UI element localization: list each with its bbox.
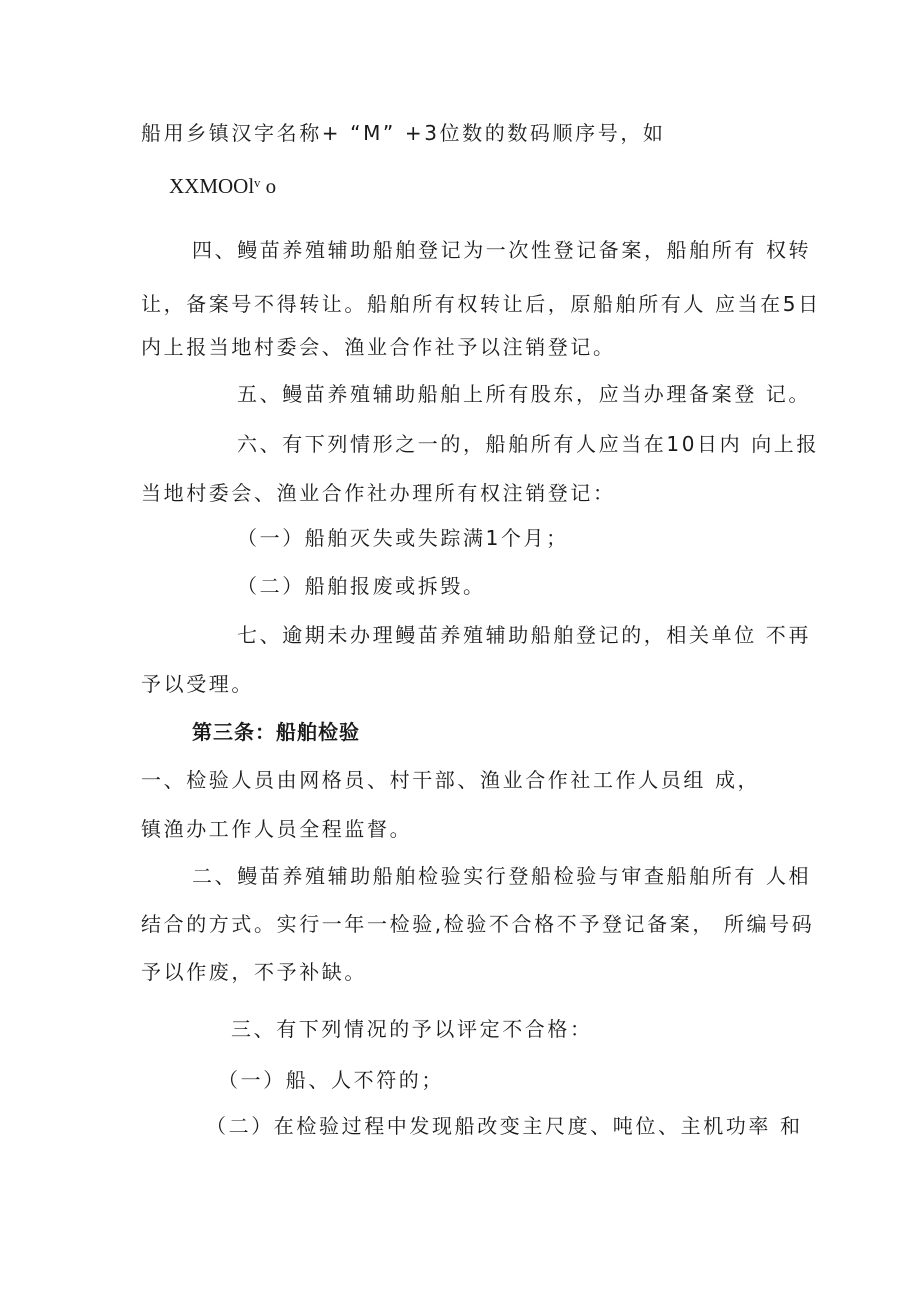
- text-line-inspection-2c: 予以作废，不予补缺。: [141, 960, 367, 984]
- text-line-example-code: XXMOOlᵛ o: [169, 174, 277, 198]
- text-line-clause-4c: 内上报当地村委会、渔业合作社予以注销登记。: [141, 335, 616, 359]
- text-line-inspection-3-item-1: （一）船、人不符的；: [218, 1068, 444, 1092]
- text-line-clause-6-item-2: （二）船舶报废或拆毁。: [237, 574, 486, 598]
- text-line-inspection-2a: 二、鳗苗养殖辅助船舶检验实行登船检验与审查船舶所有 人相: [192, 864, 812, 888]
- section-heading-article-3: 第三条：船舶检验: [192, 720, 360, 744]
- text-line-clause-4a: 四、鳗苗养殖辅助船舶登记为一次性登记备案，船舶所有 权转: [192, 238, 812, 262]
- text-line-inspection-1b: 镇渔办工作人员全程监督。: [141, 817, 413, 841]
- text-line-clause-6-item-1: （一）船舶灭失或失踪满1个月；: [237, 526, 569, 550]
- text-line-clause-4b: 让，备案号不得转让。船舶所有权转让后，原船舶所有人 应当在5日: [141, 292, 821, 316]
- text-line-inspection-3-item-2: （二）在检验过程中发现船改变主尺度、吨位、主机功率 和: [206, 1114, 803, 1138]
- text-line-clause-7a: 七、逾期未办理鳗苗养殖辅助船舶登记的，相关单位 不再: [237, 623, 811, 647]
- text-line-registration-format: 船用乡镇汉字名称+ “M” +3位数的数码顺序号，如: [141, 121, 666, 145]
- text-line-inspection-2b: 结合的方式。实行一年一检验,检验不合格不予登记备案， 所编号码: [141, 912, 815, 936]
- text-line-clause-5: 五、鳗苗养殖辅助船舶上所有股东，应当办理备案登 记。: [237, 382, 811, 406]
- text-line-inspection-3: 三、有下列情况的予以评定不合格：: [231, 1017, 593, 1041]
- text-line-inspection-1a: 一、检验人员由网格员、村干部、渔业合作社工作人员组 成，: [141, 768, 761, 792]
- text-line-clause-7b: 予以受理。: [141, 672, 254, 696]
- text-line-clause-6a: 六、有下列情形之一的，船舶所有人应当在10日内 向上报: [237, 432, 820, 456]
- text-line-clause-6b: 当地村委会、渔业合作社办理所有权注销登记：: [141, 481, 616, 505]
